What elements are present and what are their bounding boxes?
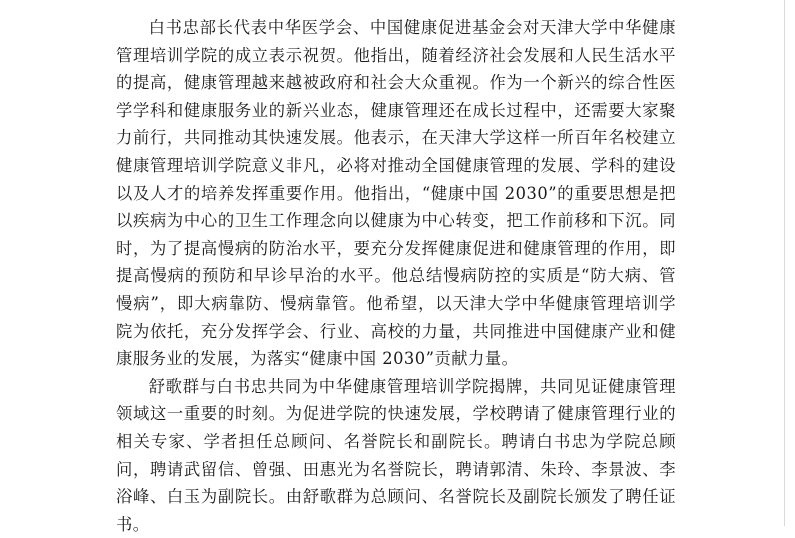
paragraph-congratulations: 白书忠部长代表中华医学会、中国健康促进基金会对天津大学中华健康管理培训学院的成立表示祝贺。他指出，随着经济社会发展和人民生活水平的提高，健康管理越来越被政府和社会大众重视。作为一个新兴的综合性医学学科和健康服务业的新兴业态，健康管理还在成长过程中，还需要大家聚力前行，共同推动其快速发展。他表示，在天津大学这样一所百年名校建立健康管理培训学院意义非凡，必将对推动全国健康管理的发展、学科的建设以及人才的培养发挥重要作用。他指出，“健康中国 2030”的重要思想是把以疾病为中心的卫生工作理念向以健康为中心转变，把工作前移和下沉。同时，为了提高慢病的防治水平，要充分发挥健康促进和健康管理的作用，即提高慢病的预防和早诊早治的水平。他总结慢病防控的实质是“防大病、管慢病”，即大病靠防、慢病靠管。他希望，以天津大学中华健康管理培训学院为依托，充分发挥学会、行业、高校的力量，共同推进中国健康产业和健康服务业的发展，为落实“健康中国 2030”贡献力量。 xyxy=(116,18,676,369)
page-edge-divider xyxy=(784,0,785,526)
paragraph-plaque-unveiling: 舒歌群与白书忠共同为中华健康管理培训学院揭牌，共同见证健康管理领域这一重要的时刻。为促进学院的快速发展，学校聘请了健康管理行业的相关专家、学者担任总顾问、名誉院长和副院长。聘请白书忠为学院总顾问，聘请武留信、曾强、田惠光为名誉院长，聘请郭清、朱玲、李景波、李浴峰、白玉为副院长。由舒歌群为总顾问、名誉院长及副院长颁发了聘任证书。 xyxy=(116,376,676,534)
document-body xyxy=(116,14,676,538)
